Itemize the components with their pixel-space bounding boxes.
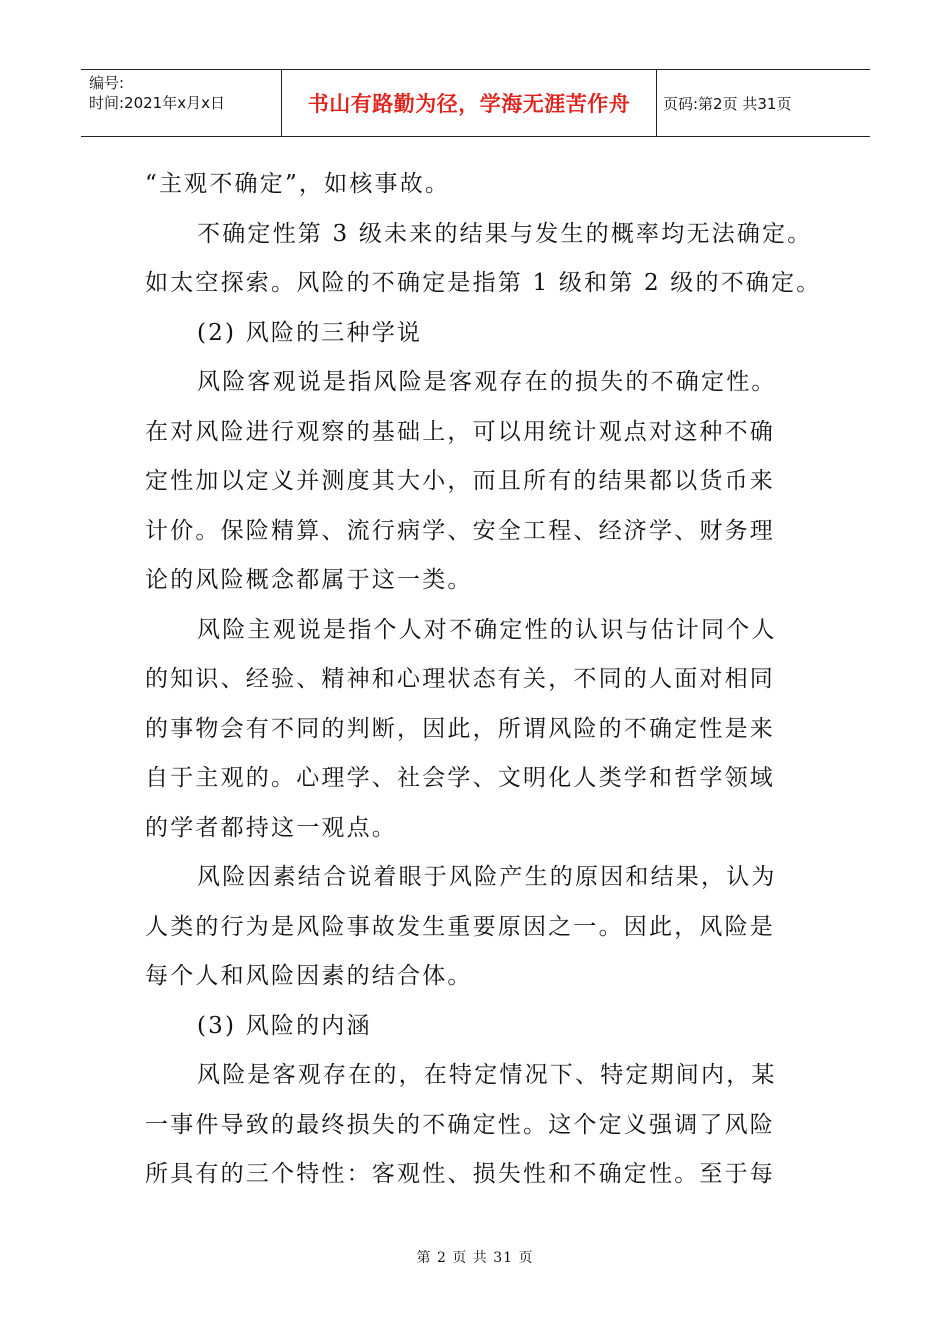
text-line: 在对风险进行观察的基础上，可以用统计观点对这种不确: [145, 418, 775, 445]
number-label: 编号:: [89, 74, 125, 92]
text-line: “主观不确定”，如核事故。: [145, 171, 451, 197]
section-heading: (3) 风险的内涵: [197, 1012, 372, 1039]
text-line: 所具有的三个特性：客观性、损失性和不确定性。至于每: [145, 1161, 775, 1187]
text-line: 计价。保险精算、流行病学、安全工程、经济学、财务理: [145, 517, 775, 544]
text-line: 论的风险概念都属于这一类。: [145, 567, 473, 593]
text-line: 如太空探索。风险的不确定是指第 1 级和第 2 级的不确定。: [145, 270, 822, 296]
text-line: 人类的行为是风险事故发生重要原因之一。因此，风险是: [145, 913, 775, 940]
header-table: [81, 69, 870, 137]
text-line: 风险因素结合说着眼于风险产生的原因和结果，认为: [197, 864, 777, 890]
section-heading: (2) 风险的三种学说: [197, 319, 423, 346]
header-motto: 书山有路勤为径，学海无涯苦作舟: [282, 70, 657, 136]
text-line: 一事件导致的最终损失的不确定性。这个定义强调了风险: [145, 1111, 775, 1138]
text-line: 风险主观说是指个人对不确定性的认识与估计同个人: [197, 616, 777, 643]
text-line: 不确定性第 3 级未来的结果与发生的概率均无法确定。: [197, 220, 813, 247]
time-label: 时间:2021年x月x日: [89, 94, 225, 112]
page-footer: 第 2 页 共 31 页: [416, 1250, 534, 1266]
header-meta: [81, 70, 282, 136]
text-line: 风险是客观存在的，在特定情况下、特定期间内，某: [197, 1062, 777, 1088]
text-line: 风险客观说是指风险是客观存在的损失的不确定性。: [197, 369, 777, 395]
text-line: 每个人和风险因素的结合体。: [145, 963, 473, 989]
page-info: 页码:第2页 共31页: [663, 94, 792, 113]
text-line: 的知识、经验、精神和心理状态有关，不同的人面对相同: [145, 666, 775, 692]
text-line: 的事物会有不同的判断，因此，所谓风险的不确定性是来: [145, 715, 775, 742]
document-body: [145, 160, 822, 1200]
text-line: 定性加以定义并测度其大小，而且所有的结果都以货币来: [145, 468, 775, 494]
text-line: 的学者都持这一观点。: [145, 814, 397, 841]
text-line: 自于主观的。心理学、社会学、文明化人类学和哲学领域: [145, 765, 775, 791]
